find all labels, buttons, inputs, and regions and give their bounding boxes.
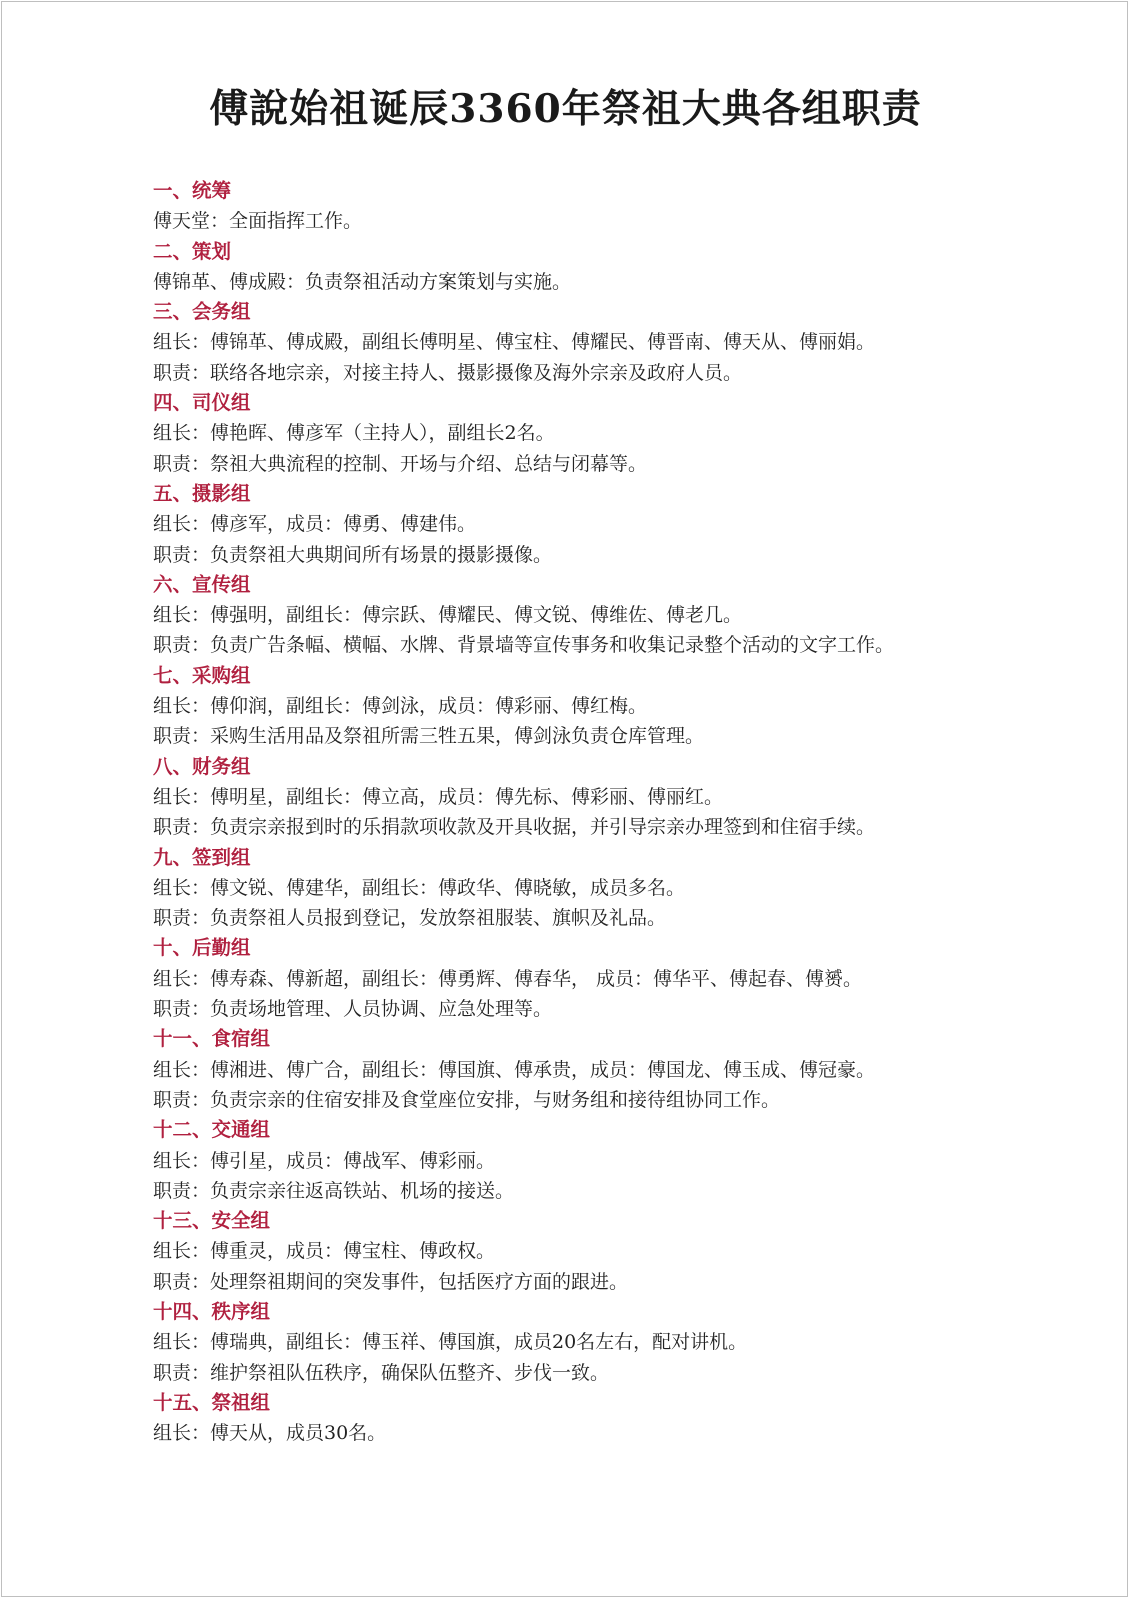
document-page [1, 1, 1128, 1597]
section-line: 组长：傅天从，成员30名。 [153, 1422, 387, 1445]
section-line: 组长：傅瑞典，副组长：傅玉祥、傅国旗，成员20名左右，配对讲机。 [153, 1331, 748, 1354]
section-heading: 十四、秩序组 [153, 1299, 271, 1323]
section [153, 479, 1053, 570]
section-heading: 七、采购组 [153, 663, 251, 687]
section-line: 职责：祭祖大典流程的控制、开场与介绍、总结与闭幕等。 [153, 452, 648, 475]
section-heading: 四、司仪组 [153, 391, 251, 415]
section-line: 组长：傅仰润，副组长：傅剑泳，成员：傅彩丽、傅红梅。 [153, 695, 648, 718]
duties-list [153, 176, 1053, 1448]
section [153, 661, 1053, 752]
section-line: 职责：负责宗亲往返高铁站、机场的接送。 [153, 1179, 515, 1202]
section [153, 1388, 1053, 1449]
section-heading: 十一、食宿组 [153, 1027, 271, 1051]
section-line: 职责：采购生活用品及祭祖所需三牲五果，傅剑泳负责仓库管理。 [153, 725, 705, 748]
section-heading: 十、后勤组 [153, 936, 251, 960]
section-line: 职责：联络各地宗亲，对接主持人、摄影摄像及海外宗亲及政府人员。 [153, 361, 743, 384]
section-heading: 五、摄影组 [153, 481, 251, 505]
section-heading: 八、财务组 [153, 754, 251, 778]
section-line: 组长：傅寿森、傅新超，副组长：傅勇辉、傅春华， 成员：傅华平、傅起春、傅赟。 [153, 967, 863, 990]
section-line: 职责：负责祭祖人员报到登记，发放祭祖服装、旗帜及礼品。 [153, 907, 667, 930]
section [153, 1024, 1053, 1115]
section [153, 176, 1053, 237]
section-line: 组长：傅文锐、傅建华，副组长：傅政华、傅晓敏，成员多名。 [153, 876, 686, 899]
section-line: 组长：傅重灵，成员：傅宝柱、傅政权。 [153, 1240, 496, 1263]
section-heading: 十五、祭祖组 [153, 1390, 271, 1414]
section [153, 1206, 1053, 1297]
section-line: 职责：负责广告条幅、横幅、水牌、背景墙等宣传事务和收集记录整个活动的文字工作。 [153, 634, 895, 657]
section [153, 933, 1053, 1024]
section-line: 傅锦革、傅成殿：负责祭祖活动方案策划与实施。 [153, 270, 572, 293]
section-heading: 六、宣传组 [153, 572, 251, 596]
section-line: 职责：维护祭祖队伍秩序，确保队伍整齐、步伐一致。 [153, 1361, 610, 1384]
page-title: 傅說始祖诞辰3360年祭祖大典各组职责 [209, 86, 922, 132]
section-heading: 二、策划 [153, 239, 232, 263]
section-line: 职责：负责宗亲的住宿安排及食堂座位安排，与财务组和接待组协同工作。 [153, 1088, 781, 1111]
section-heading: 一、统筹 [153, 179, 232, 202]
section-line: 职责：负责祭祖大典期间所有场景的摄影摄像。 [153, 543, 553, 566]
section-heading: 九、签到组 [153, 845, 251, 869]
section-line: 组长：傅锦革、傅成殿，副组长傅明星、傅宝柱、傅耀民、傅晋南、傅天从、傅丽娟。 [153, 331, 876, 354]
section [153, 752, 1053, 843]
section [153, 1115, 1053, 1206]
section [153, 237, 1053, 298]
section-line: 职责：处理祭祖期间的突发事件，包括医疗方面的跟进。 [153, 1270, 629, 1293]
section-line: 组长：傅引星，成员：傅战军、傅彩丽。 [153, 1149, 496, 1172]
section-line: 组长：傅彦军，成员：傅勇、傅建伟。 [153, 513, 477, 536]
section [153, 843, 1053, 934]
section [153, 388, 1053, 479]
section-heading: 十二、交通组 [153, 1118, 271, 1142]
section-heading: 十三、安全组 [153, 1209, 271, 1233]
section-line: 职责：负责宗亲报到时的乐捐款项收款及开具收据，并引导宗亲办理签到和住宿手续。 [153, 816, 876, 839]
section [153, 1297, 1053, 1388]
section [153, 570, 1053, 661]
section [153, 297, 1053, 388]
section-line: 组长：傅湘进、傅广合，副组长：傅国旗、傅承贵，成员：傅国龙、傅玉成、傅冠豪。 [153, 1058, 876, 1081]
section-heading: 三、会务组 [153, 300, 251, 324]
section-line: 组长：傅明星，副组长：傅立高，成员：傅先标、傅彩丽、傅丽红。 [153, 785, 724, 808]
section-line: 组长：傅艳晖、傅彦军（主持人），副组长2名。 [153, 422, 555, 445]
section-line: 傅天堂：全面指挥工作。 [153, 210, 363, 233]
section-line: 职责：负责场地管理、人员协调、应急处理等。 [153, 998, 553, 1021]
section-line: 组长：傅强明，副组长：傅宗跃、傅耀民、傅文锐、傅维佐、傅老几。 [153, 604, 743, 627]
